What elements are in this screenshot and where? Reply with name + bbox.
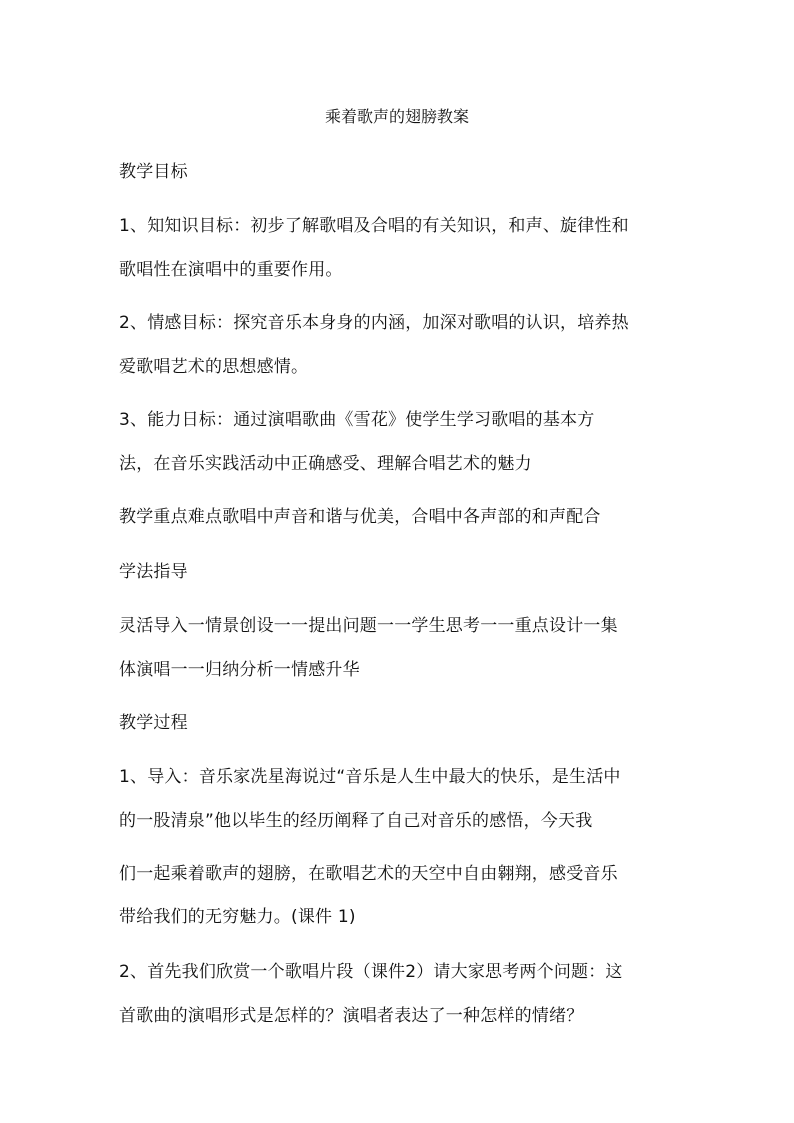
- paragraph-line: 教学重点难点歌唱中声音和谐与优美，合唱中各声部的和声配合: [119, 507, 601, 527]
- paragraph-line: 首歌曲的演唱形式是怎样的？演唱者表达了一种怎样的情绪？: [119, 1006, 584, 1026]
- paragraph-line: 体演唱一一归纳分析一情感升华: [119, 660, 360, 680]
- paragraph-line: 1、导入：音乐家冼星海说过“音乐是人生中最大的快乐，是生活中: [119, 767, 621, 787]
- paragraph-line: 法，在音乐实践活动中正确感受、理解合唱艺术的魅力: [119, 454, 532, 474]
- paragraph-line: 爱歌唱艺术的思想感情。: [119, 357, 309, 377]
- paragraph-line: 带给我们的无穷魅力。(课件 1): [119, 907, 356, 927]
- heading-study-guidance: 学法指导: [119, 562, 188, 582]
- paragraph-line: 1、知知识目标：初步了解歌唱及合唱的有关知识，和声、旋律性和: [119, 216, 629, 236]
- heading-teaching-process: 教学过程: [119, 713, 188, 733]
- paragraph-line: 歌唱性在演唱中的重要作用。: [119, 260, 343, 280]
- paragraph-line: 3、能力日标：通过演唱歌曲《雪花》使学生学习歌唱的基本方: [119, 410, 595, 430]
- paragraph-line: 的一股清泉”他以毕生的经历阐释了自己对音乐的感悟，今天我: [119, 811, 593, 831]
- paragraph-line: 们一起乘着歌声的翅膀，在歌唱艺术的天空中自由翱翔，感受音乐: [119, 864, 618, 884]
- paragraph-line: 2、情感目标：探究音乐本身身的内涵，加深对歌唱的认识，培养热: [119, 313, 629, 333]
- document-title: 乘着歌声的翅膀教案: [324, 107, 469, 126]
- paragraph-line: 灵活导入一情景创设一一提出问题一一学生思考一一重点设计一集: [119, 616, 618, 636]
- paragraph-line: 2、首先我们欣赏一个歌唱片段（课件2）请大家思考两个问题：这: [119, 962, 623, 982]
- heading-teaching-goals: 教学目标: [119, 162, 188, 182]
